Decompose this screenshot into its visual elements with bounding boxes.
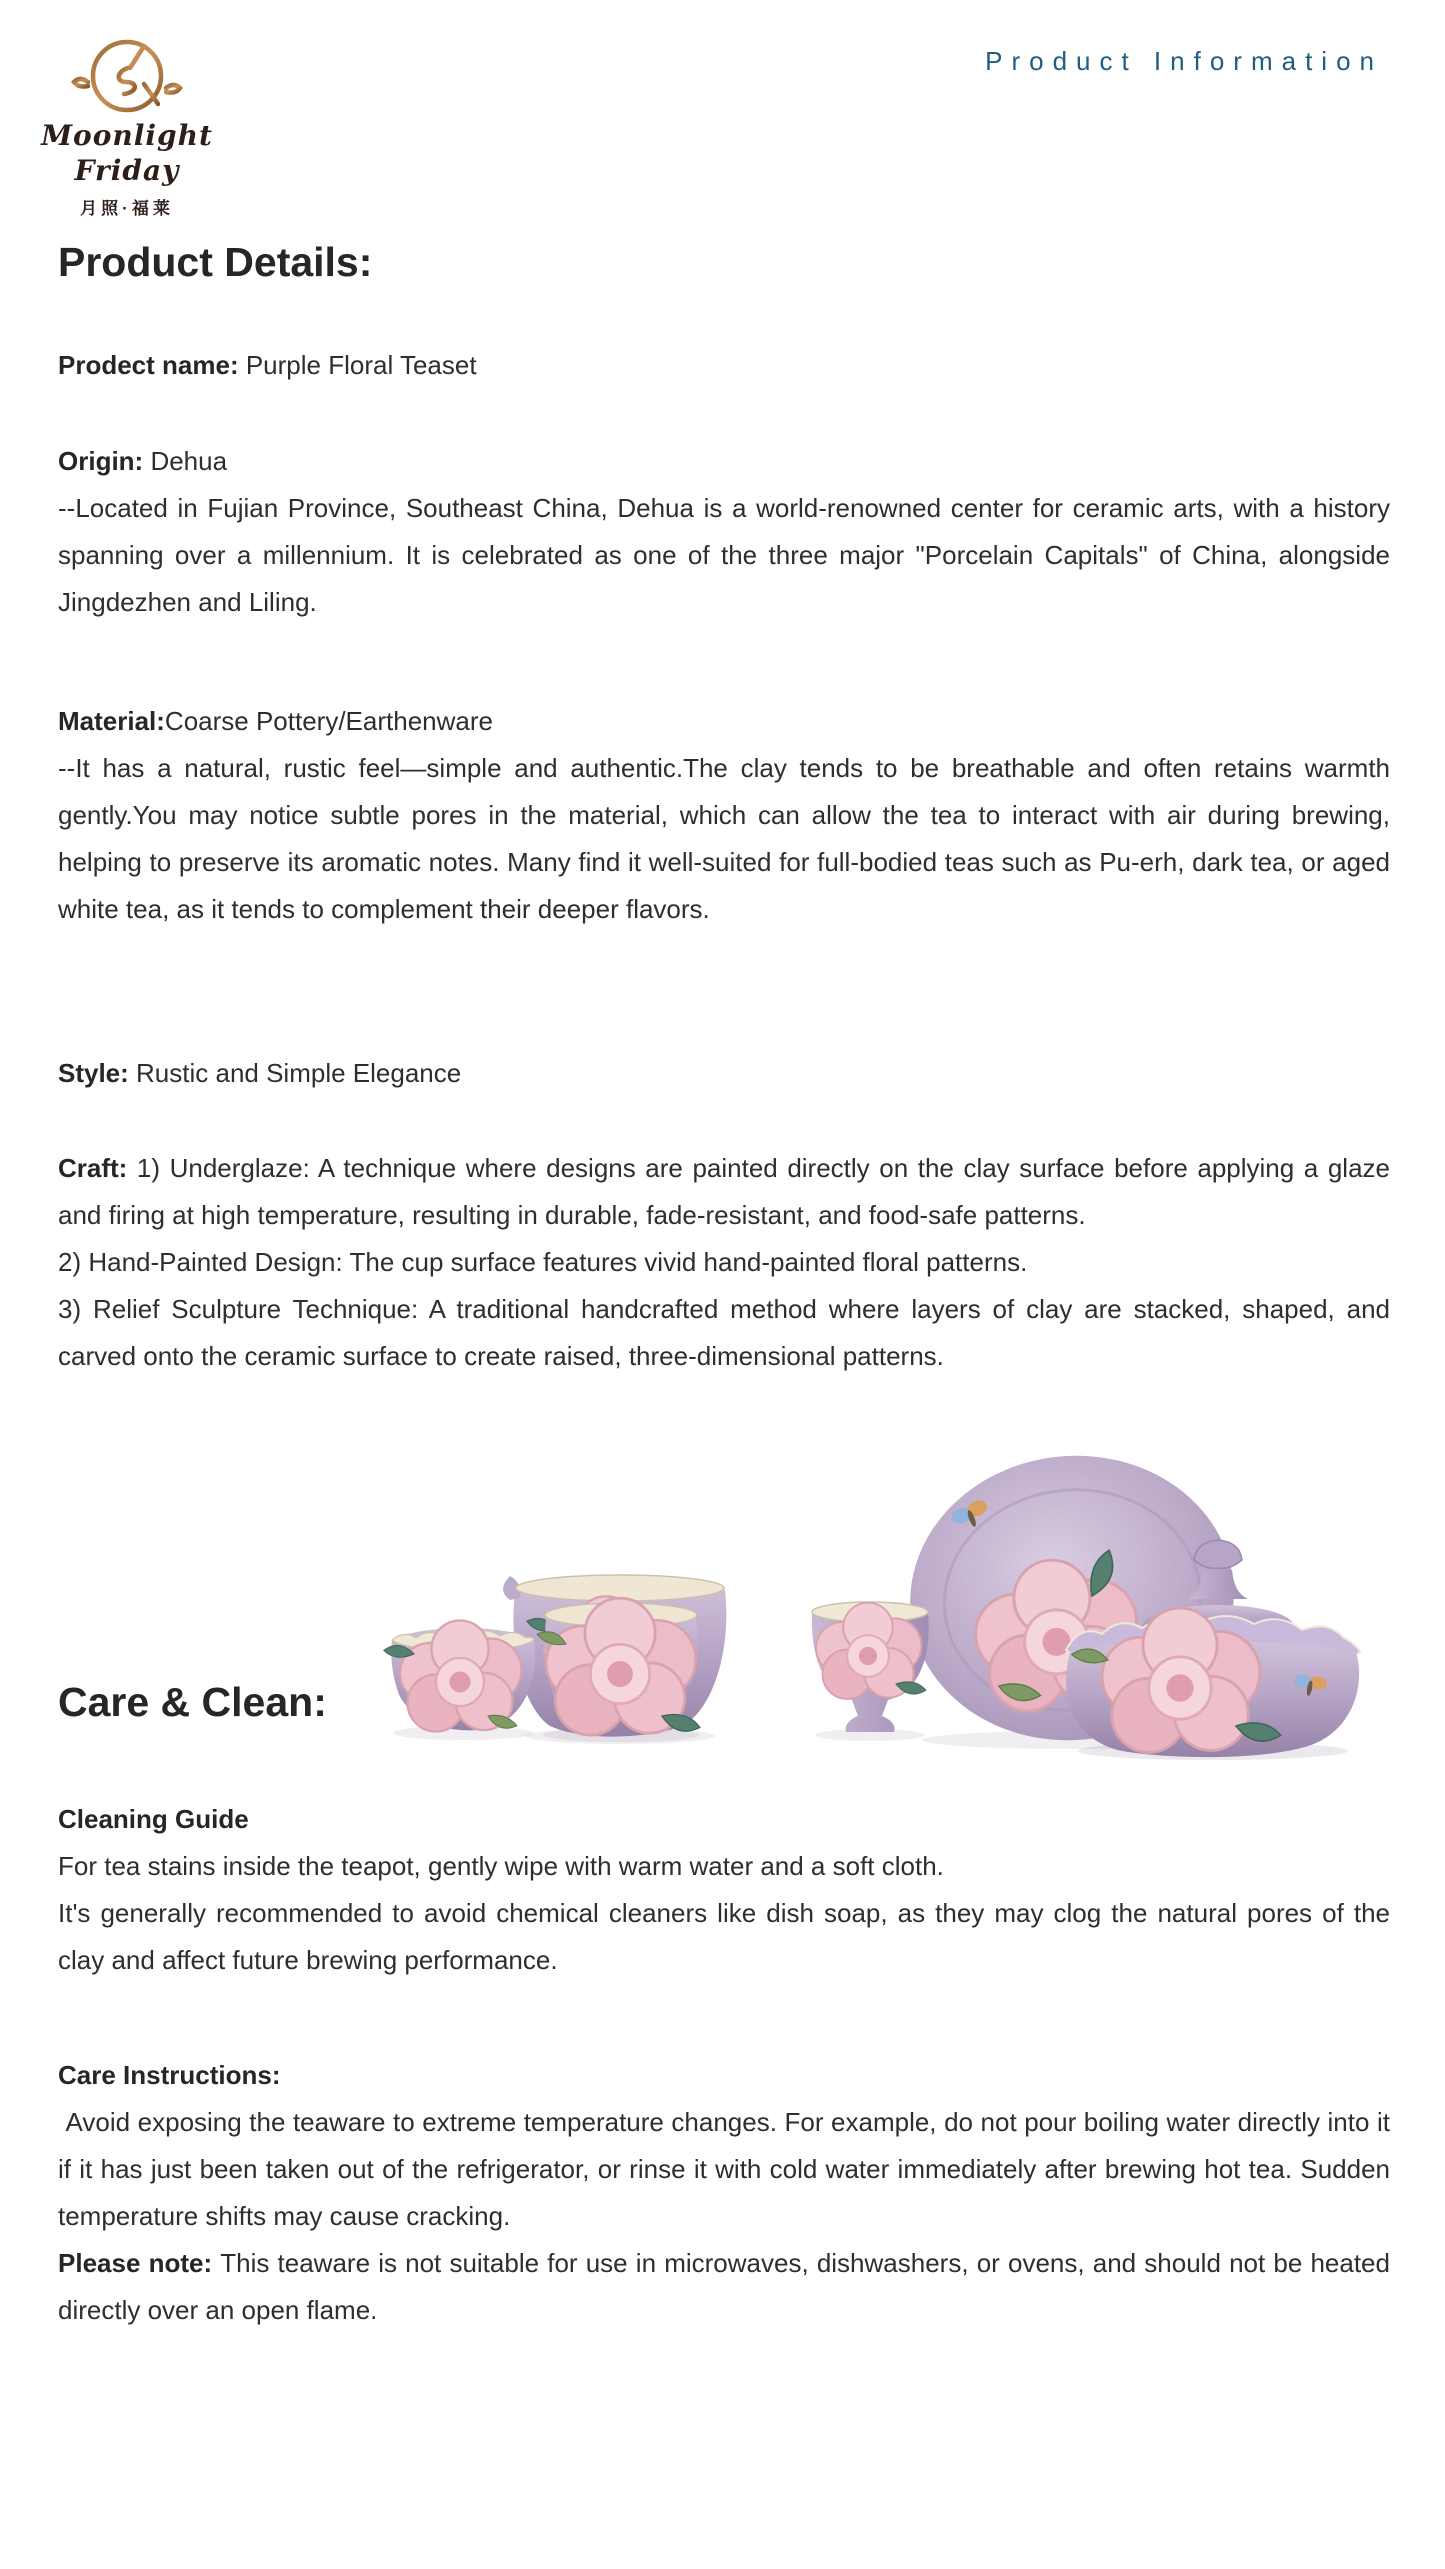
material-description: --It has a natural, rustic feel—simple and authentic.The clay tends to be breathable and often retains warmth gently.You may notice subtle pores in the material, which can allow the tea to interact with air during brewing, helping to preserve its aromatic notes. Many find it well-suited for full-bodied teas such as Pu-erh, dark tea, or aged white tea, as it tends to complement their deeper flavors. xyxy=(58,753,1390,924)
care-clean-heading: Care & Clean: xyxy=(58,1679,327,1725)
cleaning-line-1: For tea stains inside the teapot, gently wipe with warm water and a soft cloth. xyxy=(58,1851,944,1881)
brand-chinese-name: 月照·福莱 xyxy=(80,199,174,218)
teaset-cup-middle xyxy=(812,1602,929,1732)
craft-paragraph xyxy=(58,1145,1390,1380)
product-name-label: Prodect name: xyxy=(58,350,246,380)
page-title: Product Information xyxy=(985,46,1383,76)
product-name-value: Purple Floral Teaset xyxy=(245,350,477,380)
style-label: Style: xyxy=(58,1058,137,1088)
origin-label: Origin: xyxy=(58,446,151,476)
cleaning-guide-label xyxy=(58,1796,1390,1843)
care-instructions-text xyxy=(58,2099,1390,2334)
product-details-heading: Product Details: xyxy=(58,239,373,285)
brand-emblem-icon xyxy=(32,36,222,116)
product-name-row xyxy=(58,342,1390,389)
craft-label: Craft: xyxy=(58,1153,137,1183)
cleaning-line-2: It's generally recommended to avoid chemical cleaners like dish soap, as they may clog the natural pores of the clay and affect future brewing performance. xyxy=(58,1898,1390,1975)
care-text: Avoid exposing the teaware to extreme temperature changes. For example, do not pour boiling water directly into it if it has just been taken out of the refrigerator, or rinse it with cold water immediately after brewing hot tea. Sudden temperature shifts may cause cracking. xyxy=(58,2107,1390,2231)
care-instructions-label xyxy=(58,2052,1390,2099)
material-value: Coarse Pottery/Earthenware xyxy=(164,706,493,736)
teaset-cup-back xyxy=(536,1598,701,1741)
teaset-cup-front xyxy=(383,1621,535,1735)
brand-logo xyxy=(32,36,222,219)
origin-row xyxy=(58,438,1390,485)
please-note-label: Please note: xyxy=(58,2248,221,2278)
product-photo-teaset xyxy=(380,1448,1380,1760)
origin-description: --Located in Fujian Province, Southeast China, Dehua is a world-renowned center for ceramic arts, with a history spanning over a millennium. It is celebrated as one of the three major "Porcelain Capitals" of China, alongside Jingdezhen and Liling. xyxy=(58,493,1390,617)
craft-item-1: 1) Underglaze: A technique where designs are painted directly on the clay surface before applying a glaze and firing at high temperature, resulting in durable, fade-resistant, and food-safe patterns. xyxy=(58,1153,1390,1230)
material-label: Material: xyxy=(58,706,165,736)
material-row xyxy=(58,698,1390,745)
origin-value: Dehua xyxy=(150,446,228,476)
please-note-text: This teaware is not suitable for use in microwaves, dishwashers, or ovens, and should not be heated directly over an open flame. xyxy=(58,2248,1390,2325)
brand-name: Moonlight Friday xyxy=(41,119,213,187)
cleaning-guide-label-text: Cleaning Guide xyxy=(58,1804,249,1834)
craft-item-3: 3) Relief Sculpture Technique: A traditional handcrafted method where layers of clay are stacked, shaped, and carved onto the ceramic surface to create raised, three-dimensional patterns. xyxy=(58,1294,1390,1371)
care-instructions-label-text: Care Instructions: xyxy=(58,2060,281,2090)
cleaning-guide-text xyxy=(58,1843,1390,1984)
craft-item-2: 2) Hand-Painted Design: The cup surface features vivid hand-painted floral patterns. xyxy=(58,1247,1028,1277)
style-row xyxy=(58,1050,1390,1097)
style-value: Rustic and Simple Elegance xyxy=(136,1058,462,1088)
